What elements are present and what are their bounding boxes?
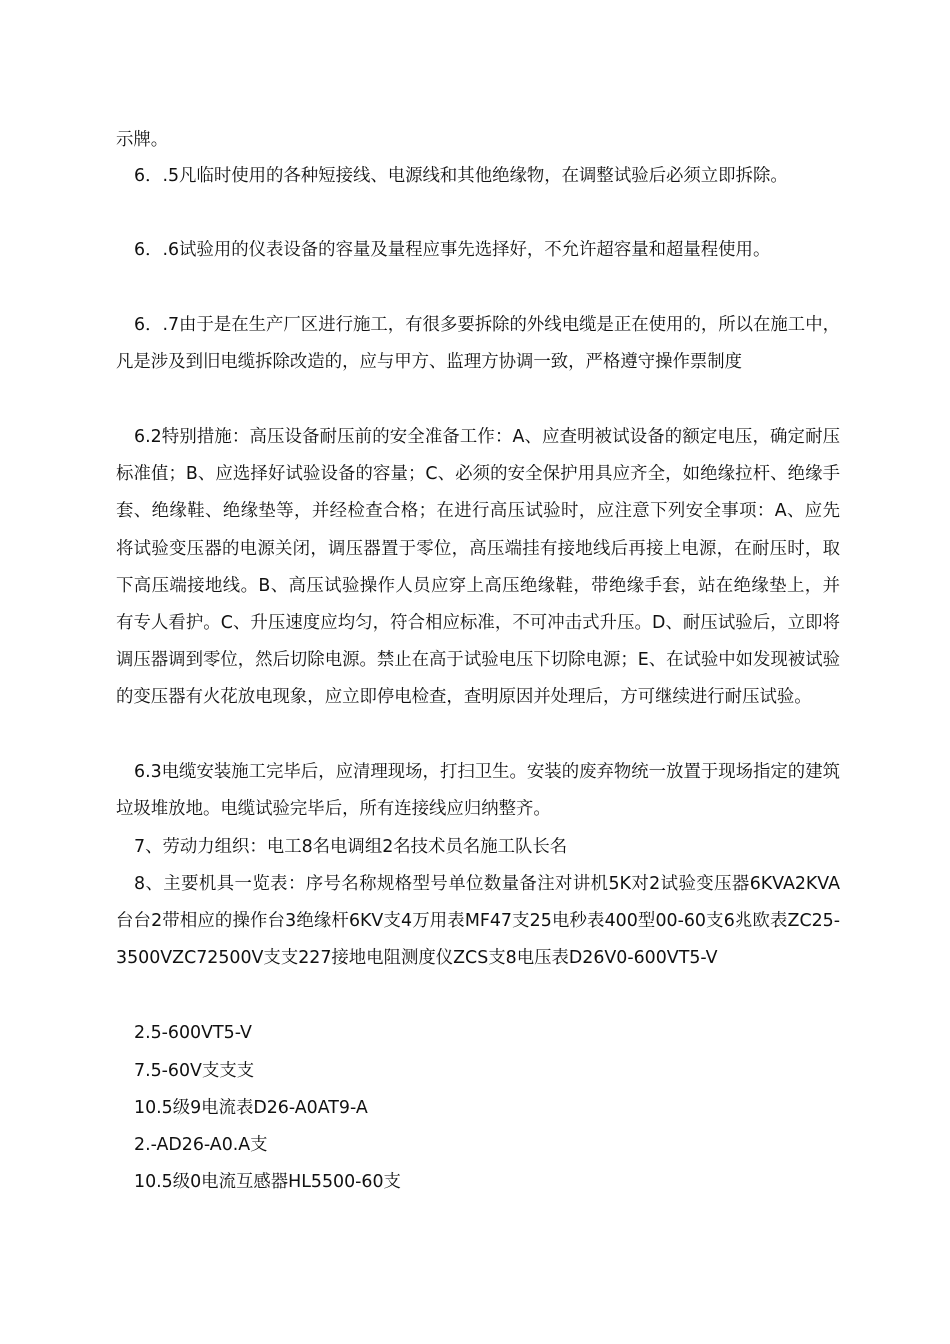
paragraph-continuation: 示牌。 (116, 130, 169, 150)
paragraph-7-labor: 7、劳动力组织：电工8名电调组2名技术员名施工队长名 (134, 837, 568, 857)
paragraph-6-6: 6．.6试验用的仪表设备的容量及量程应事先选择好，不允许超容量和超量程使用。 (134, 240, 771, 260)
paragraph-6-5: 6．.5凡临时使用的各种短接线、电源线和其他绝缘物，在调整试验后必须立即拆除。 (134, 166, 788, 186)
paragraph-8-equipment-list: 8、主要机具一览表：序号名称规格型号单位数量备注对讲机5K对2试验变压器6KVA2KVA台台2带相应的操作台3绝缘杆6KV支4万用表MF47支25电秒表400型00-60支6兆欧表ZC25-3500VZC72500V支支227接地电阻测度仪ZCS支8电压表D26V0-600VT5-V (116, 874, 840, 969)
equipment-line: 2.5-600VT5-V (134, 1023, 252, 1043)
equipment-line: 10.5级9电流表D26-A0AT9-A (134, 1098, 368, 1118)
paragraph-6-2-special-measures: 6.2特别措施：高压设备耐压前的安全准备工作：A、应查明被试设备的额定电压，确定耐压标准值；B、应选择好试验设备的容量；C、必须的安全保护用具应齐全，如绝缘拉杆、绝缘手套、绝缘鞋、绝缘垫等，并经检查合格；在进行高压试验时，应注意下列安全事项：A、应先将试验变压器的电源关闭，调压器置于零位，高压端挂有接地线后再接上电源，在耐压时，取下高压端接地线。B、高压试验操作人员应穿上高压绝缘鞋，带绝缘手套，站在绝缘垫上，并有专人看护。C、升压速度应均匀，符合相应标准，不可冲击式升压。D、耐压试验后，立即将调压器调到零位，然后切除电源。禁止在高于试验电压下切除电源；E、在试验中如发现被试验的变压器有火花放电现象，应立即停电检查，查明原因并处理后，方可继续进行耐压试验。 (116, 427, 841, 708)
equipment-line: 7.5-60V支支支 (134, 1061, 255, 1081)
paragraph-6-7: 6．.7由于是在生产厂区进行施工，有很多要拆除的外线电缆是正在使用的，所以在施工中，凡是涉及到旧电缆拆除改造的，应与甲方、监理方协调一致，严格遵守操作票制度 (116, 315, 840, 373)
equipment-line: 10.5级0电流互感器HL5500-60支 (134, 1172, 401, 1192)
equipment-line: 2.-AD26-A0.A支 (134, 1135, 268, 1155)
paragraph-6-3-cleanup: 6.3电缆安装施工完毕后，应清理现场，打扫卫生。安装的废弃物统一放置于现场指定的建筑垃圾堆放地。电缆试验完毕后，所有连接线应归纳整齐。 (116, 762, 840, 820)
